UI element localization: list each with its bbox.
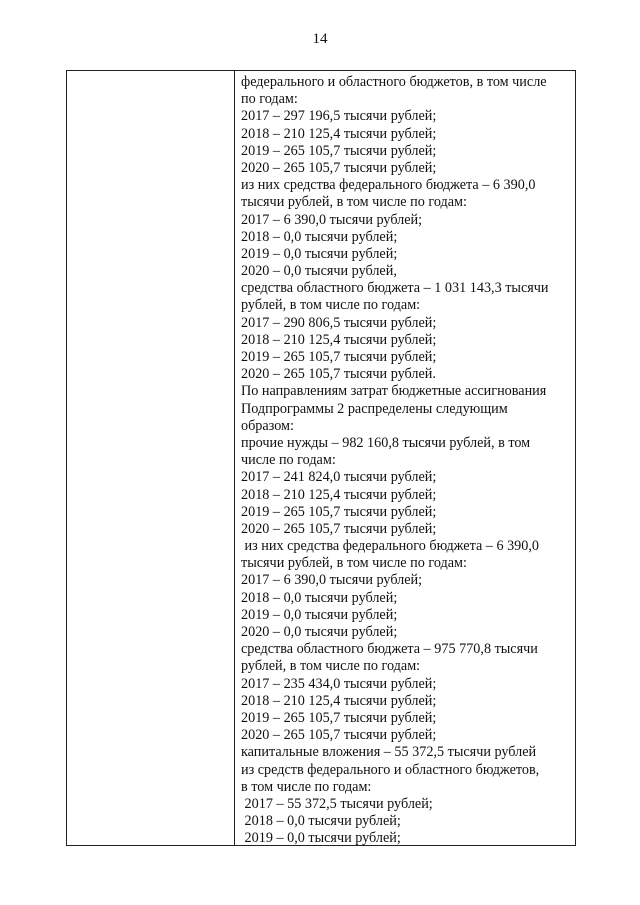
text-line: 2019 – 0,0 тысячи рублей; bbox=[241, 830, 401, 847]
text-line: средства областного бюджета – 1 031 143,3 тысячи bbox=[241, 280, 549, 297]
document-table bbox=[66, 70, 576, 846]
text-line: по годам: bbox=[241, 91, 298, 108]
text-line: 2017 – 55 372,5 тысячи рублей; bbox=[241, 795, 433, 812]
text-line: из них средства федерального бюджета – 6 390,0 bbox=[241, 538, 540, 555]
text-line: 2019 – 265 105,7 тысячи рублей; bbox=[241, 709, 437, 726]
text-line: 2017 – 290 806,5 тысячи рублей; bbox=[241, 314, 437, 331]
text-line: из них средства федерального бюджета – 6 390,0 bbox=[241, 177, 536, 194]
text-line: рублей, в том числе по годам: bbox=[241, 297, 421, 314]
text-line: 2018 – 0,0 тысячи рублей; bbox=[241, 813, 401, 830]
text-line: 2018 – 0,0 тысячи рублей; bbox=[241, 228, 398, 245]
text-line: 2020 – 265 105,7 тысячи рублей; bbox=[241, 520, 437, 537]
text-line: 2019 – 0,0 тысячи рублей; bbox=[241, 606, 398, 623]
table-right-cell bbox=[241, 74, 571, 847]
text-line: рублей, в том числе по годам: bbox=[241, 658, 421, 675]
text-line: капитальные вложения – 55 372,5 тысячи рублей bbox=[241, 744, 537, 761]
text-line: образом: bbox=[241, 417, 294, 434]
text-line: 2019 – 265 105,7 тысячи рублей; bbox=[241, 349, 437, 365]
text-line: средства областного бюджета – 975 770,8 тысячи bbox=[241, 641, 538, 658]
text-line: 2018 – 210 125,4 тысячи рублей; bbox=[241, 331, 437, 348]
text-line: 2020 – 0,0 тысячи рублей, bbox=[241, 263, 397, 280]
column-divider bbox=[234, 71, 235, 845]
text-line: 2017 – 241 824,0 тысячи рублей; bbox=[241, 469, 437, 486]
text-line: 2017 – 6 390,0 тысячи рублей; bbox=[241, 211, 423, 228]
text-line: 2020 – 265 105,7 тысячи рублей; bbox=[241, 727, 437, 744]
text-line: 2018 – 210 125,4 тысячи рублей; bbox=[241, 692, 437, 709]
text-line: 2017 – 297 196,5 тысячи рублей; bbox=[241, 108, 437, 125]
text-line: 2017 – 235 434,0 тысячи рублей; bbox=[241, 675, 437, 692]
text-line: По направлениям затрат бюджетные ассигнования bbox=[241, 383, 547, 400]
table-left-cell bbox=[67, 71, 234, 845]
text-line: числе по годам: bbox=[241, 452, 336, 469]
text-line: 2017 – 6 390,0 тысячи рублей; bbox=[241, 572, 423, 589]
text-line: 2020 – 0,0 тысячи рублей; bbox=[241, 624, 398, 640]
text-line: 2018 – 210 125,4 тысячи рублей; bbox=[241, 486, 437, 503]
text-line: из средств федерального и областного бюджетов, bbox=[241, 761, 540, 778]
text-line: 2019 – 265 105,7 тысячи рублей; bbox=[241, 503, 437, 520]
text-line: 2018 – 0,0 тысячи рублей; bbox=[241, 589, 398, 606]
text-line: тысячи рублей, в том числе по годам: bbox=[241, 194, 467, 211]
text-line: тысячи рублей, в том числе по годам: bbox=[241, 555, 467, 572]
text-line: в том числе по годам: bbox=[241, 778, 372, 795]
text-line: федерального и областного бюджетов, в том числе bbox=[241, 74, 547, 90]
text-line: 2020 – 265 105,7 тысячи рублей. bbox=[241, 366, 436, 383]
text-line: 2018 – 210 125,4 тысячи рублей; bbox=[241, 125, 437, 142]
page-number: 14 bbox=[312, 31, 328, 47]
text-line: прочие нужды – 982 160,8 тысячи рублей, в том bbox=[241, 434, 531, 451]
text-line: Подпрограммы 2 распределены следующим bbox=[241, 400, 508, 417]
text-line: 2019 – 265 105,7 тысячи рублей; bbox=[241, 142, 437, 159]
text-line: 2020 – 265 105,7 тысячи рублей; bbox=[241, 159, 437, 176]
text-line: 2019 – 0,0 тысячи рублей; bbox=[241, 245, 398, 262]
